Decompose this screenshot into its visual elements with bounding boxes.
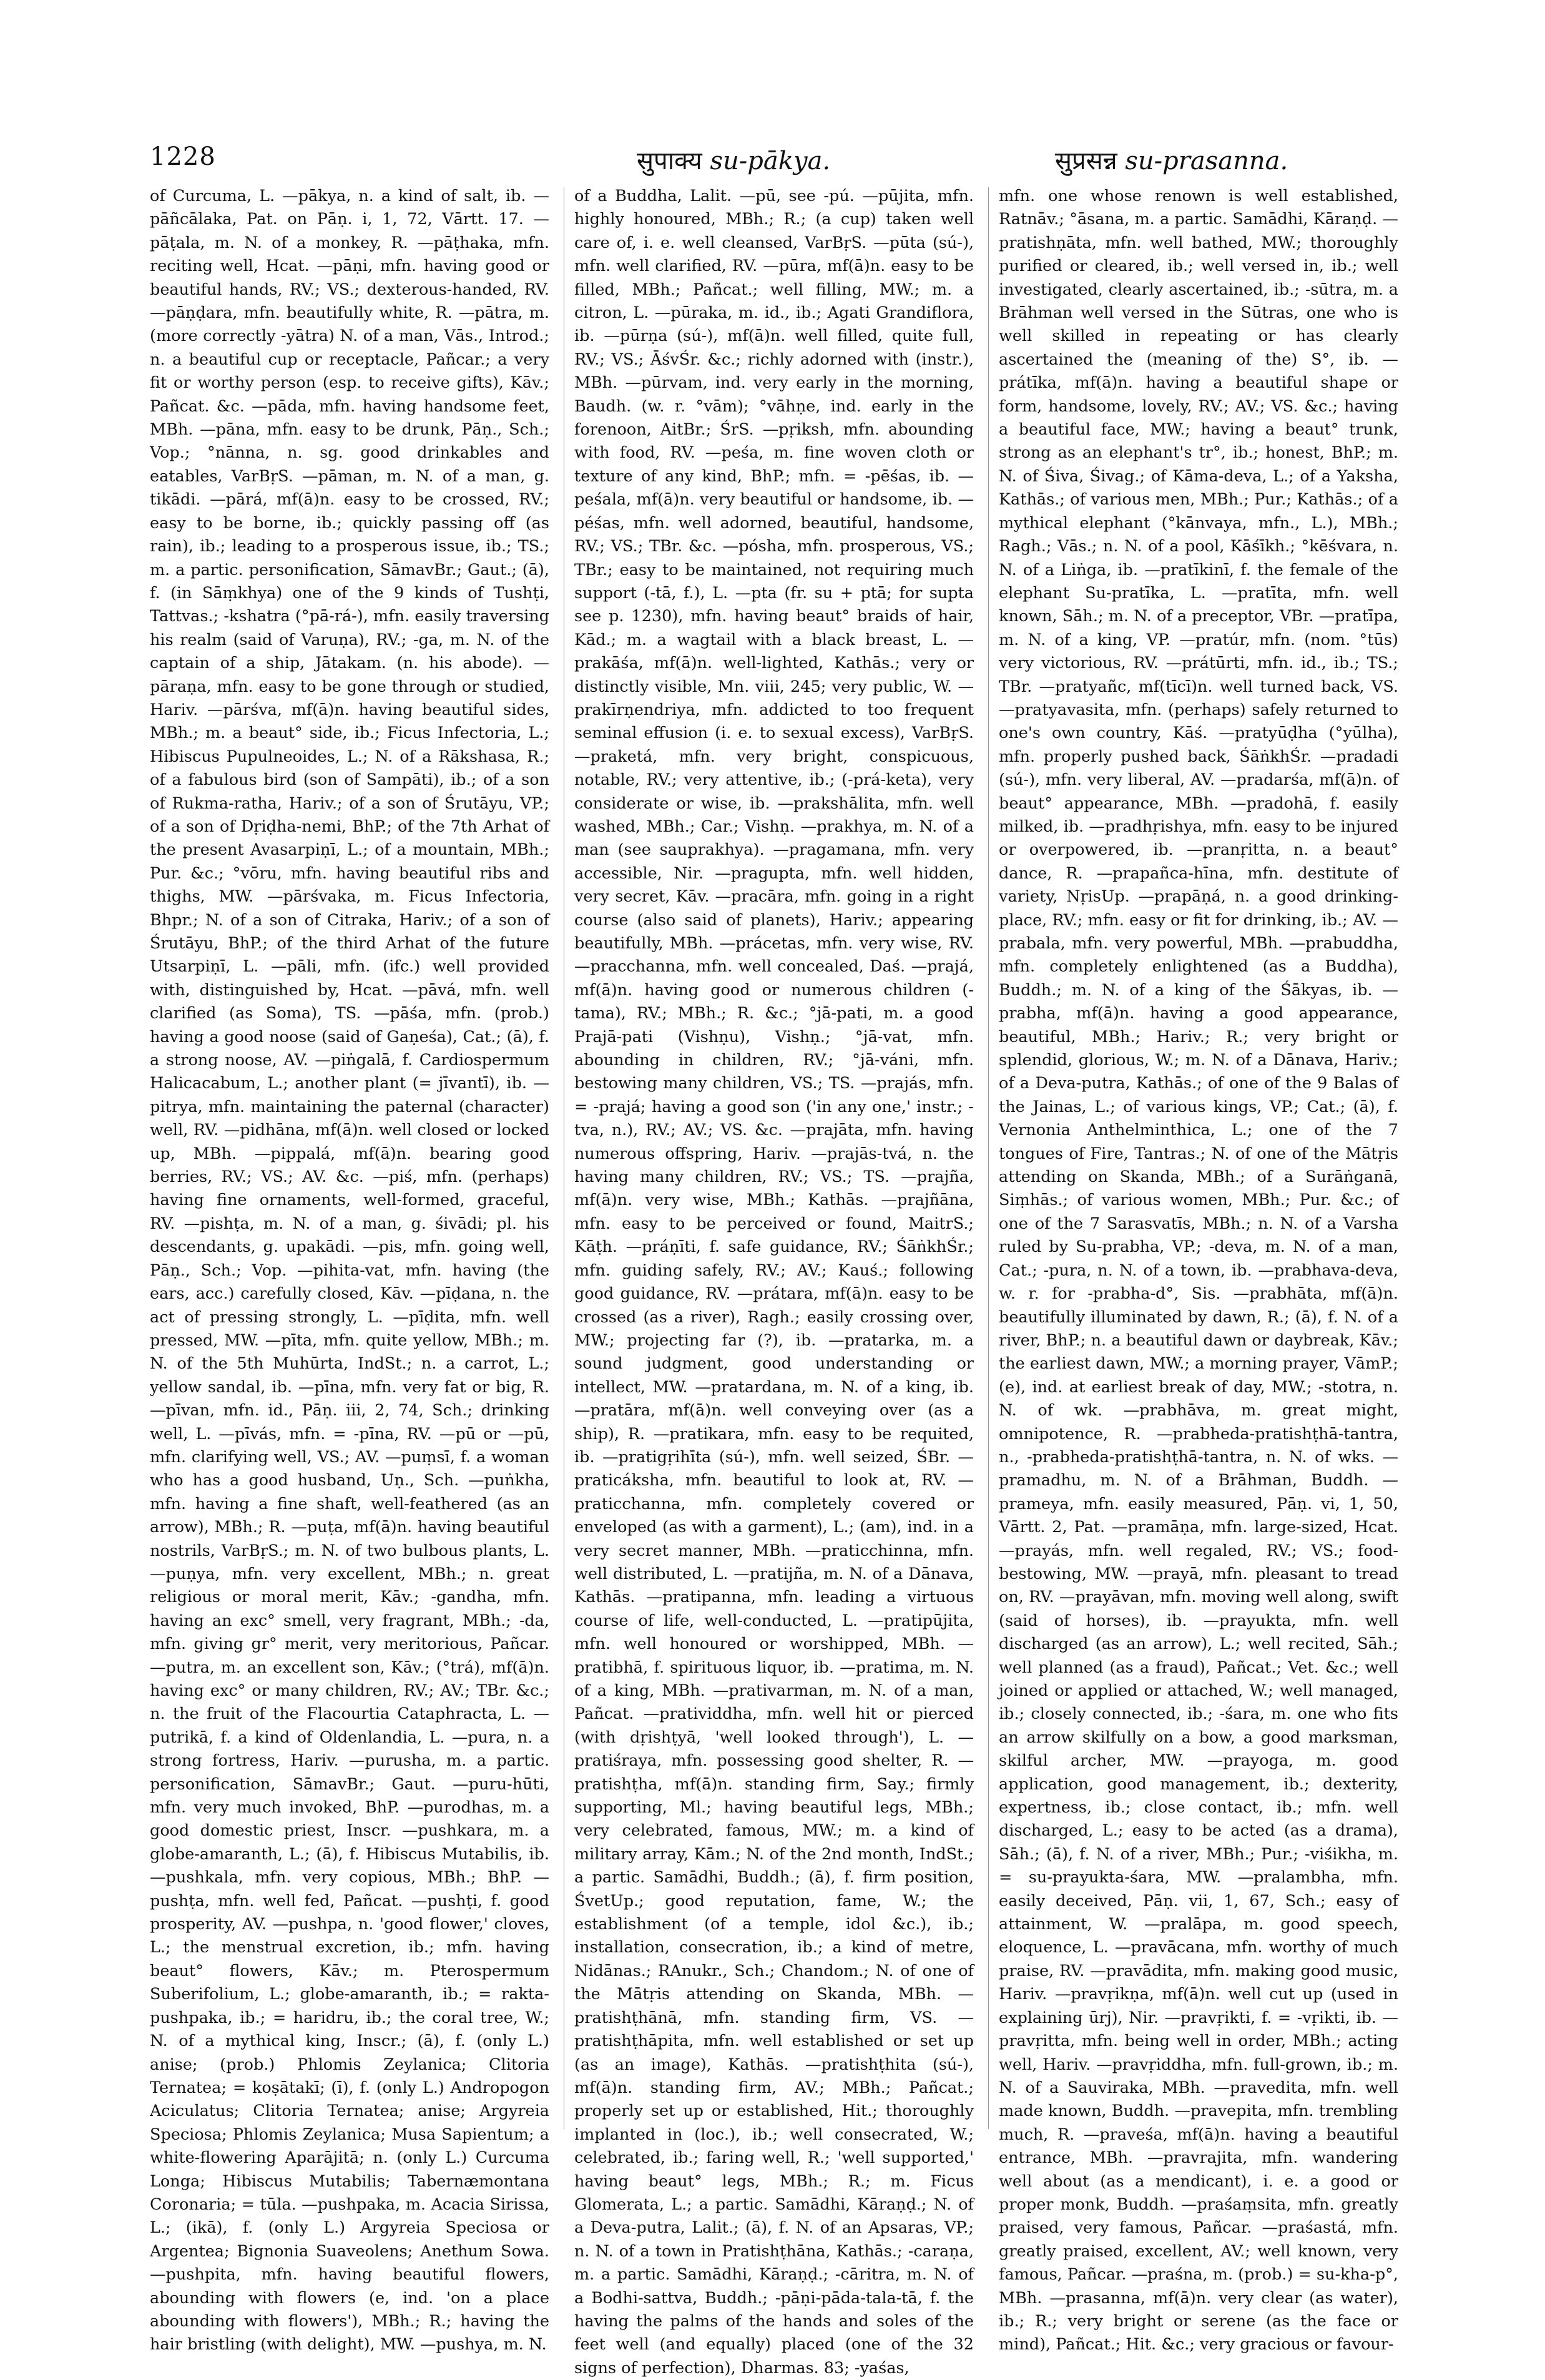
left-running-head-devanagari: सुपाक्य [637,147,702,175]
right-running-head [1055,142,1288,177]
text-column-3 [999,185,1398,2354]
left-running-head [637,142,830,177]
right-running-head-devanagari: सुप्रसन्न [1055,147,1117,175]
column-text: mfn. one whose renown is well established, Ratnāv.; °āsana, m. a partic. Samādhi, Kāraṇḍ. —pratishṇāta, mfn. well bathed, MW.; thoroughly purified or cleared, ib.; well versed in, ib.; well investigated, clearly ascertained, ib.; -sūtra, m. a Brāhman well versed in the Sūtras, one who is well skilled in repeating or has clearly ascertained the (meaning of the) S°, ib. —prátīka, mf(ā)n. having a beautiful shape or form, handsome, lovely, RV.; AV.; VS. &c.; having a beautiful face, MW.; having a beaut° trunk, strong as an elephant's tr°, ib.; honest, BhP.; m. N. of Śiva, Śivag.; of Kāma-deva, L.; of a Yaksha, Kathās.; of various men, MBh.; Pur.; Kathās.; of a mythical elephant (°kānvaya, mfn., L.), MBh.; Ragh.; Vās.; n. N. of a pool, Kāśīkh.; °kēśvara, n. N. of a Liṅga, ib. —pratīkinī, f. the female of the elephant Su-pratīka, L. —pratīta, mfn. well known, Sāh.; m. N. of a preceptor, VBr. —pratīpa, m. N. of a king, VP. —pratúr, mfn. (nom. °tūs) very victorious, RV. —prátūrti, mfn. id., ib.; TS.; TBr. —pratyañc, mf(tīcī)n. well turned back, VS. —pratyavasita, mfn. (perhaps) safely returned to one's own country, Kāś. —pratyūḍha (°yūlha), mfn. properly pushed back, ŚāṅkhŚr. —pradadi (sú-), mfn. very liberal, AV. —pradarśa, mf(ā)n. of beaut° appearance, MBh. —pradohā, f. easily milked, ib. —pradhṛishya, mfn. easy to be injured or overpowered, ib. —pranṛitta, n. a beaut° dance, R. —prapañca-hīna, mfn. destitute of variety, NṛisUp. —prapāṇá, n. a good drinking-place, RV.; mfn. easy or fit for drinking, ib.; AV. —prabala, mfn. very powerful, MBh. —prabuddha, mfn. completely enlightened (as a Buddha), Buddh.; m. N. of a king of the Śākyas, ib. —prabha, mf(ā)n. having a good appearance, beautiful, MBh.; Hariv.; R.; very bright or splendid, glorious, W.; m. N. of a Dānava, Hariv.; of a Deva-putra, Kathās.; of one of the 9 Balas of the Jainas, L.; of various kings, VP.; Cat.; (ā), f. Vernonia Anthelminthica, L.; one of the 7 tongues of Fire, Tantras.; N. of one of the Mātṛis attending on Skanda, MBh.; of a Surāṅganā, Siṃhās.; of various women, MBh.; Pur. &c.; of one of the 7 Sarasvatīs, MBh.; n. N. of a Varsha ruled by Su-prabha, VP.; -deva, m. N. of a man, Cat.; -pura, n. N. of a town, ib. —prabhava-deva, w. r. for -prabha-d°, Sis. —prabhāta, mf(ā)n. beautifully illuminated by dawn, R.; (ā), f. N. of a river, BhP.; n. a beautiful dawn or daybreak, Kāv.; the earliest dawn, MW.; a morning prayer, VāmP.; (e), ind. at earliest break of day, MW.; -stotra, n. N. of wk. —prabhāva, m. great might, omnipotence, R. —prabheda-pratishṭhā-tantra, n., -prabheda-pratishṭhā-tantra, n. N. of wks. —pramadhu, m. N. of a Brāhman, Buddh. —prameya, mfn. easily measured, Pāṇ. vi, 1, 50, Vārtt. 2, Pat. —pramāṇa, mfn. large-sized, Hcat. —prayás, mfn. well regaled, RV.; VS.; food-bestowing, MW. —prayā, mfn. pleasant to tread on, RV. —prayāvan, mfn. moving well along, swift (said of horses), ib. —prayukta, mfn. well discharged (as an arrow), L.; well recited, Sāh.; well planned (as a fraud), Pañcat.; Vet. &c.; well joined or applied or attached, W.; well managed, ib.; closely connected, ib.; -śara, m. one who fits an arrow skilfully on a bow, a good marksman, skilful archer, MW. —prayoga, m. good application, good management, ib.; dexterity, expertness, ib.; close contact, ib.; mfn. well discharged, L.; easy to be acted (as a drama), Sāh.; (ā), f. N. of a river, MBh.; Pur.; -viśikha, m. = su-prayukta-śara, MW. —pralambha, mfn. easily deceived, Pāṇ. vii, 1, 67, Sch.; easy of attainment, W. —pralāpa, m. good speech, eloquence, L. —pravācana, mfn. worthy of much praise, RV. —pravādita, mfn. making good music, Hariv. —pravṛikṇa, mf(ā)n. well cut up (used in explaining ūrj), Nir. —pravṛikti, f. = -vṛikti, ib. —pravṛitta, mfn. being well in order, MBh.; acting well, Hariv. —pravṛiddha, mfn. full-grown, ib.; m. N. of a Sauviraka, MBh. —pravedita, mfn. well made known, Buddh. —pravepita, mfn. trembling much, R. —praveśa, mf(ā)n. having a beautiful entrance, MBh. —pravrajita, mfn. wandering well about (as a mendicant), i. e. a good or proper monk, Buddh. —praśaṃsita, mfn. greatly praised, very famous, Pañcar. —praśastá, mfn. greatly praised, excellent, AV.; well known, very famous, Pañcar. —praśna, m. (prob.) = su-kha-p°, MBh. —prasanna, mf(ā)n. very clear (as water), ib.; R.; very bright or serene (as the face or mind), Pañcat.; Hit. &c.; very gracious or favour- [999,187,1398,2354]
column-text: of Curcuma, L. —pākya, n. a kind of salt, ib. —pāñcālaka, Pat. on Pāṇ. i, 1, 72, Vārtt. 17. —pāṭala, m. N. of a monkey, R. —pāṭhaka, mfn. reciting well, Hcat. —pāṇi, mfn. having good or beautiful hands, RV.; VS.; dexterous-handed, RV. —pāṇḍara, mfn. beautifully white, R. —pātra, m. (more correctly -yātra) N. of a man, Vās., Introd.; n. a beautiful cup or receptacle, Pañcar.; a very fit or worthy person (esp. to receive gifts), Kāv.; Pañcat. &c. —pāda, mfn. having handsome feet, MBh. —pāna, mfn. easy to be drunk, Pāṇ., Sch.; Vop.; °nānna, n. sg. good drinkables and eatables, VarBṛS. —pāman, m. N. of a man, g. tikādi. —pārá, mf(ā)n. easy to be crossed, RV.; easy to be borne, ib.; quickly passing off (as rain), ib.; leading to a prosperous issue, ib.; TS.; m. a partic. personification, SāmavBr.; Gaut.; (ā), f. (in Sāṃkhya) one of the 9 kinds of Tushṭi, Tattvas.; -kshatra (°pā-rá-), mfn. easily traversing his realm (said of Varuṇa), RV.; -ga, m. N. of the captain of a ship, Jātakam. (n. his abode). —pāraṇa, mfn. easy to be gone through or studied, Hariv. —pārśva, mf(ā)n. having beautiful sides, MBh.; m. a beaut° side, ib.; Ficus Infectoria, L.; Hibiscus Pupulneoides, L.; N. of a Rākshasa, R.; of a fabulous bird (son of Sampāti), ib.; of a son of Rukma-ratha, Hariv.; of a son of Śrutāyu, VP.; of a son of Dṛiḍha-nemi, BhP.; of the 7th Arhat of the present Avasarpiṇī, L.; of a mountain, MBh.; Pur. &c.; °vōru, mfn. having beautiful ribs and thighs, MW. —pārśvaka, m. Ficus Infectoria, Bhpr.; N. of a son of Citraka, Hariv.; of a son of Śrutāyu, BhP.; of the third Arhat of the future Utsarpiṇī, L. —pāli, mfn. (ifc.) well provided with, distinguished by, Hcat. —pāvá, mfn. well clarified (as Soma), TS. —pāśa, mfn. (prob.) having a good noose (said of Gaṇeśa), Cat.; (ā), f. a strong noose, AV. —piṅgalā, f. Cardiospermum Halicacabum, L.; another plant (= jīvantī), ib. —pitrya, mfn. maintaining the paternal (character) well, RV. —pidhāna, mf(ā)n. well closed or locked up, MBh. —pippalá, mf(ā)n. bearing good berries, RV.; VS.; AV. &c. —piś, mfn. (perhaps) having fine ornaments, well-formed, graceful, RV. —pishṭa, m. N. of a man, g. śivādi; pl. his descendants, g. upakādi. —pis, mfn. going well, Pāṇ., Sch.; Vop. —pihita-vat, mfn. having (the ears, acc.) carefully closed, Kāv. —pīḍana, n. the act of pressing strongly, L. —pīḍita, mfn. well pressed, MW. —pīta, mfn. quite yellow, MBh.; m. N. of the 5th Muhūrta, IndSt.; n. a carrot, L.; yellow sandal, ib. —pīna, mfn. very fat or big, R. —pīvan, mfn. id., Pāṇ. iii, 2, 74, Sch.; drinking well, L. —pīvás, mfn. = -pīna, RV. —pū or —pū, mfn. clarifying well, VS.; AV. —puṃsī, f. a woman who has a good husband, Uṇ., Sch. —puṅkha, mfn. having a fine shaft, well-feathered (as an arrow), MBh.; R. —puṭa, mf(ā)n. having beautiful nostrils, VarBṛS.; m. N. of two bulbous plants, L. —puṇya, mfn. very excellent, MBh.; n. great religious or moral merit, Kāv.; -gandha, mfn. having an exc° smell, very fragrant, MBh.; -da, mfn. giving gr° merit, very meritorious, Pañcar. —putra, m. an excellent son, Kāv.; (°trá), mf(ā)n. having exc° or many children, RV.; AV.; TBr. &c.; n. the fruit of the Flacourtia Cataphracta, L. —putrikā, f. a kind of Oldenlandia, L. —pura, n. a strong fortress, Hariv. —purusha, m. a partic. personification, SāmavBr.; Gaut. —puru-hūti, mfn. very much invoked, BhP. —purodhas, m. a good domestic priest, Inscr. —pushkara, m. a globe-amaranth, L.; (ā), f. Hibiscus Mutabilis, ib. —pushkala, mfn. very copious, MBh.; BhP. —pushṭa, mfn. well fed, Pañcat. —pushṭi, f. good prosperity, AV. —pushpa, n. 'good flower,' cloves, L.; the menstrual excretion, ib.; mfn. having beaut° flowers, Kāv.; m. Pterospermum Suberifolium, L.; globe-amaranth, ib.; = rakta-pushpaka, ib.; = haridru, ib.; the coral tree, W.; N. of a mythical king, Inscr.; (ā), f. (only L.) anise; (prob.) Phlomis Zeylanica; Clitoria Ternatea; = koṣātakī; (ī), f. (only L.) Andropogon Aciculatus; Clitoria Ternatea; anise; Argyreia Speciosa; Phlomis Zeylanica; Musa Sapientum; a white-flowering Aparājitā; n. (only L.) Curcuma Longa; Hibiscus Mutabilis; Tabernæmontana Coronaria; = tūla. —pushpaka, m. Acacia Sirissa, L.; (ikā), f. (only L.) Argyreia Speciosa or Argentea; Bignonia Suaveolens; Anethum Sowa. —pushpita, mfn. having beautiful flowers, abounding with flowers (e, ind. 'on a place abounding with flowers'), MBh.; R.; having the hair bristling (with delight), MW. —pushya, m. N. [150,187,549,2354]
text-column-2 [574,185,974,2378]
left-running-head-roman: su-pākya. [710,147,831,175]
text-column-1 [150,185,549,2354]
right-running-head-roman: su-prasanna. [1125,147,1288,175]
page-number: 1228 [150,142,216,171]
page-header [150,142,1423,180]
column-text: of a Buddha, Lalit. —pū, see -pú. —pūjita, mfn. highly honoured, MBh.; R.; (a cup) taken well care of, i. e. well cleansed, VarBṛS. —pūta (sú-), mfn. well clarified, RV. —pūra, mf(ā)n. easy to be filled, MBh.; Pañcat.; well filling, MW.; m. a citron, L. —pūraka, m. id., ib.; Agati Grandiflora, ib. —pūrṇa (sú-), mf(ā)n. well filled, quite full, RV.; VS.; ĀśvŚr. &c.; richly adorned with (instr.), MBh. —pūrvam, ind. very early in the morning, Baudh. (w. r. °vām); °vāhṇe, ind. early in the forenoon, AitBr.; ŚrS. —pṛiksh, mfn. abounding with food, RV. —peśa, m. fine woven cloth or texture of any kind, BhP.; mfn. = -pēśas, ib. —peśala, mf(ā)n. very beautiful or handsome, ib. —péśas, mfn. well adorned, beautiful, handsome, RV.; VS.; TBr. &c. —pósha, mfn. prosperous, VS.; TBr.; easy to be maintained, not requiring much support (-tā, f.), L. —pta (fr. su + ptā; for supta see p. 1230), mfn. having beaut° braids of hair, Kād.; m. a wagtail with a black breast, L. —prakāśa, mf(ā)n. well-lighted, Kathās.; very or distinctly visible, Mn. viii, 245; very public, W. —prakīrṇendriya, mfn. addicted to too frequent seminal effusion (i. e. to sexual excess), VarBṛS. —praketá, mfn. very bright, conspicuous, notable, RV.; very attentive, ib.; (-prá-keta), very considerate or wise, ib. —prakshālita, mfn. well washed, MBh.; Car.; Vishṇ. —prakhya, m. N. of a man (see sauprakhya). —pragamana, mfn. very accessible, Nir. —pragupta, mfn. well hidden, very secret, Kāv. —pracāra, mfn. going in a right course (also said of planets), Hariv.; appearing beautifully, MBh. —prácetas, mfn. very wise, RV. —pracchanna, mfn. well concealed, Daś. —prajá, mf(ā)n. having good or numerous children (-tama), RV.; MBh.; R. &c.; °jā-pati, m. a good Prajā-pati (Vishṇu), Vishṇ.; °jā-vat, mfn. abounding in children, RV.; °jā-váni, mfn. bestowing many children, VS.; TS. —prajás, mfn. = -prajá; having a good son ('in any one,' instr.; -tva, n.), RV.; AV.; VS. &c. —prajāta, mfn. having numerous offspring, Hariv. —prajās-tvá, n. the having many children, RV.; VS.; TS. —prajña, mf(ā)n. very wise, MBh.; Kathās. —prajñāna, mfn. easy to be perceived or found, MaitrS.; Kāṭh. —práṇīti, f. safe guidance, RV.; ŚāṅkhŚr.; mfn. guiding safely, RV.; AV.; Kauś.; following good guidance, RV. —prátara, mf(ā)n. easy to be crossed (as a river), Ragh.; easily crossing over, MW.; projecting far (?), ib. —pratarka, m. a sound judgment, good understanding or intellect, MW. —pratardana, m. N. of a king, ib. —pratāra, mf(ā)n. well conveying over (as a ship), R. —pratikara, mfn. easy to be requited, ib. —pratigṛihīta (sú-), mfn. well seized, ŚBr. —praticáksha, mfn. beautiful to look at, RV. —praticchanna, mfn. completely covered or enveloped (as with a garment), L.; (am), ind. in a very secret manner, MBh. —praticchinna, mfn. well distributed, L. —pratijña, m. N. of a Dānava, Kathās. —pratipanna, mfn. leading a virtuous course of life, well-conducted, L. —pratipūjita, mfn. well honoured or worshipped, MBh. —pratibhā, f. spirituous liquor, ib. —pratima, m. N. of a king, MBh. —prativarman, m. N. of a man, Pañcat. —pratividdha, mfn. well hit or pierced (with dṛishṭyā, 'well looked through'), L. —pratiśraya, mfn. possessing good shelter, R. —pratishṭha, mf(ā)n. standing firm, Say.; firmly supporting, Ml.; having beautiful legs, MBh.; very celebrated, famous, MW.; m. a kind of military array, Kām.; N. of the 2nd month, IndSt.; a partic. Samādhi, Buddh.; (ā), f. firm position, ŚvetUp.; good reputation, fame, W.; the establishment (of a temple, idol &c.), ib.; installation, consecration, ib.; a kind of metre, Nidānas.; RAnukr., Sch.; Chandom.; N. of one of the Mātṛis attending on Skanda, MBh. —pratishṭhānā, mfn. standing firm, VS. —pratishṭhāpita, mfn. well established or set up (as an image), Kathās. —pratishṭhita (sú-), mf(ā)n. standing firm, AV.; MBh.; Pañcat.; properly set up or established, Hit.; thoroughly implanted in (loc.), ib.; well consecrated, W.; celebrated, ib.; faring well, R.; 'well supported,' having beaut° legs, MBh.; R.; m. Ficus Glomerata, L.; a partic. Samādhi, Kāraṇḍ.; N. of a Deva-putra, Lalit.; (ā), f. N. of an Apsaras, VP.; n. N. of a town in Pratishṭhāna, Kathās.; -caraṇa, m. a partic. Samādhi, Kāraṇḍ.; -cāritra, m. N. of a Bodhi-sattva, Buddh.; -pāṇi-pāda-tala-tā, f. the having the palms of the hands and soles of the feet well (and equally) placed (one of the 32 signs of perfection), Dharmas. 83; -yaśas, [574,187,974,2378]
column-divider [988,187,989,2129]
